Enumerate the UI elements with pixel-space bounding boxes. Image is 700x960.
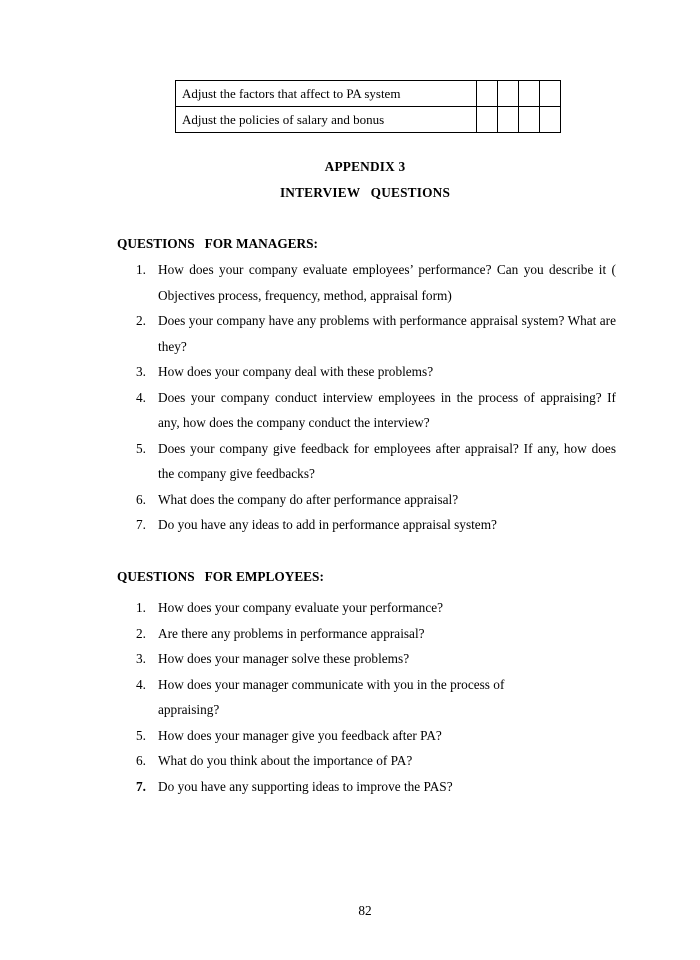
question-number: 2. — [136, 313, 146, 328]
question-text: What do you think about the importance of PA? — [158, 753, 413, 768]
list-item — [0, 436, 700, 487]
question-text: What does the company do after performance appraisal? — [158, 491, 459, 507]
table-cell-rating — [540, 107, 561, 133]
employees-heading: QUESTIONS FOR EMPLOYEES: — [117, 569, 324, 584]
table-cell-rating — [498, 107, 519, 133]
list-item — [0, 308, 700, 359]
question-text: Does your company give feedback for employees after appraisal? If any, how does the company give feedbacks? — [158, 440, 616, 481]
question-text: How does your manager give you feedback after PA? — [158, 727, 442, 743]
list-item — [0, 672, 700, 723]
question-number: 7. — [136, 517, 146, 532]
appendix-title: APPENDIX 3 — [324, 159, 406, 174]
question-number: 5. — [136, 727, 146, 743]
question-text: How does your company evaluate your performance? — [158, 600, 444, 615]
table-cell-rating — [498, 81, 519, 107]
table-cell-factor: Adjust the policies of salary and bonus — [176, 107, 477, 133]
list-item — [0, 621, 700, 647]
question-text: Does your company conduct interview employees in the process of appraising? If any, how does the company conduct the interview? — [158, 389, 616, 430]
question-number: 4. — [136, 389, 146, 405]
employees-question-list — [0, 595, 700, 799]
list-item — [0, 487, 700, 513]
question-text: How does your company evaluate employees’ performance? Can you describe it ( Objectives process, frequency, method, appraisal form) — [158, 262, 616, 303]
list-item — [0, 359, 700, 385]
managers-question-list — [0, 257, 700, 538]
question-number: 1. — [136, 262, 146, 277]
page-number: 82 — [358, 903, 372, 918]
table-row — [176, 107, 561, 133]
question-text: How does your manager communicate with you in the process of appraising? — [158, 676, 505, 717]
question-number: 4. — [136, 676, 146, 692]
table-cell-factor: Adjust the factors that affect to PA system — [176, 81, 477, 107]
list-item — [0, 723, 700, 749]
question-number: 5. — [136, 440, 146, 456]
question-number: 6. — [136, 753, 146, 768]
list-item — [0, 385, 700, 436]
table-cell-rating — [519, 107, 540, 133]
list-item — [0, 774, 700, 800]
table-row — [176, 81, 561, 107]
question-text: How does your manager solve these problems? — [158, 651, 410, 666]
list-item — [0, 595, 700, 621]
question-number: 1. — [136, 600, 146, 615]
question-text: Does your company have any problems with performance appraisal system? What are they? — [158, 313, 616, 354]
question-text: Are there any problems in performance appraisal? — [158, 625, 425, 641]
question-number: 2. — [136, 625, 146, 641]
question-number: 3. — [136, 364, 146, 379]
question-number: 7. — [136, 778, 146, 794]
list-item — [0, 748, 700, 774]
question-text: Do you have any supporting ideas to improve the PAS? — [158, 778, 453, 794]
list-item — [0, 257, 700, 308]
managers-heading: QUESTIONS FOR MANAGERS: — [117, 236, 318, 251]
question-text: Do you have any ideas to add in performance appraisal system? — [158, 517, 497, 532]
appendix-subtitle: INTERVIEW QUESTIONS — [279, 185, 451, 200]
list-item — [0, 512, 700, 538]
table-cell-rating — [477, 107, 498, 133]
question-text: How does your company deal with these problems? — [158, 364, 434, 379]
table-cell-rating — [519, 81, 540, 107]
rating-table — [175, 80, 561, 133]
table-cell-rating — [477, 81, 498, 107]
question-number: 3. — [136, 651, 146, 666]
question-number: 6. — [136, 491, 146, 507]
list-item — [0, 646, 700, 672]
table-cell-rating — [540, 81, 561, 107]
